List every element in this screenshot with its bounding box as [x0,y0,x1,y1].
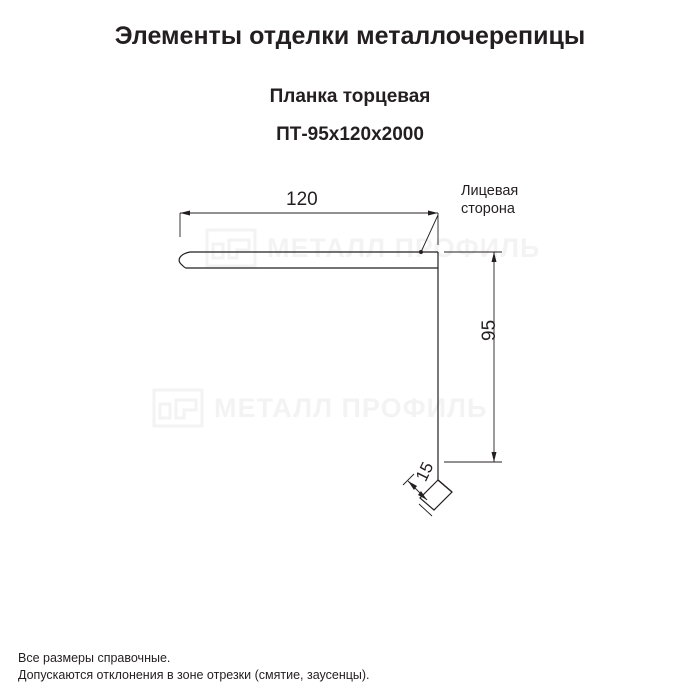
leader-line-face [421,215,438,252]
dimension-label-flange: 15 [412,458,438,485]
watermark-text: МЕТАЛЛ ПРОФИЛЬ [214,392,488,423]
page-title: Элементы отделки металлочерепицы [114,22,586,50]
ext-line-b-15 [419,504,432,516]
profile-flange [420,480,452,510]
dimension-label-height: 95 [479,319,500,341]
footnote-line-2: Допускаются отклонения в зоне отрезки (смятие, заусенцы). [18,668,370,682]
leader-dot-face [419,250,423,254]
dimension-label-width: 120 [286,189,318,210]
product-code: ПТ-95x120x2000 [276,124,424,145]
watermark-text: МЕТАЛЛ ПРОФИЛЬ [267,232,541,263]
face-side-line2: сторона [461,201,515,217]
face-side-line1: Лицевая [461,183,519,199]
footnote-line-1: Все размеры справочные. [18,651,171,665]
product-name: Планка торцевая [269,86,431,107]
profile-left-hem [179,252,190,268]
footnotes [18,650,370,684]
face-side-annotation [461,182,518,218]
